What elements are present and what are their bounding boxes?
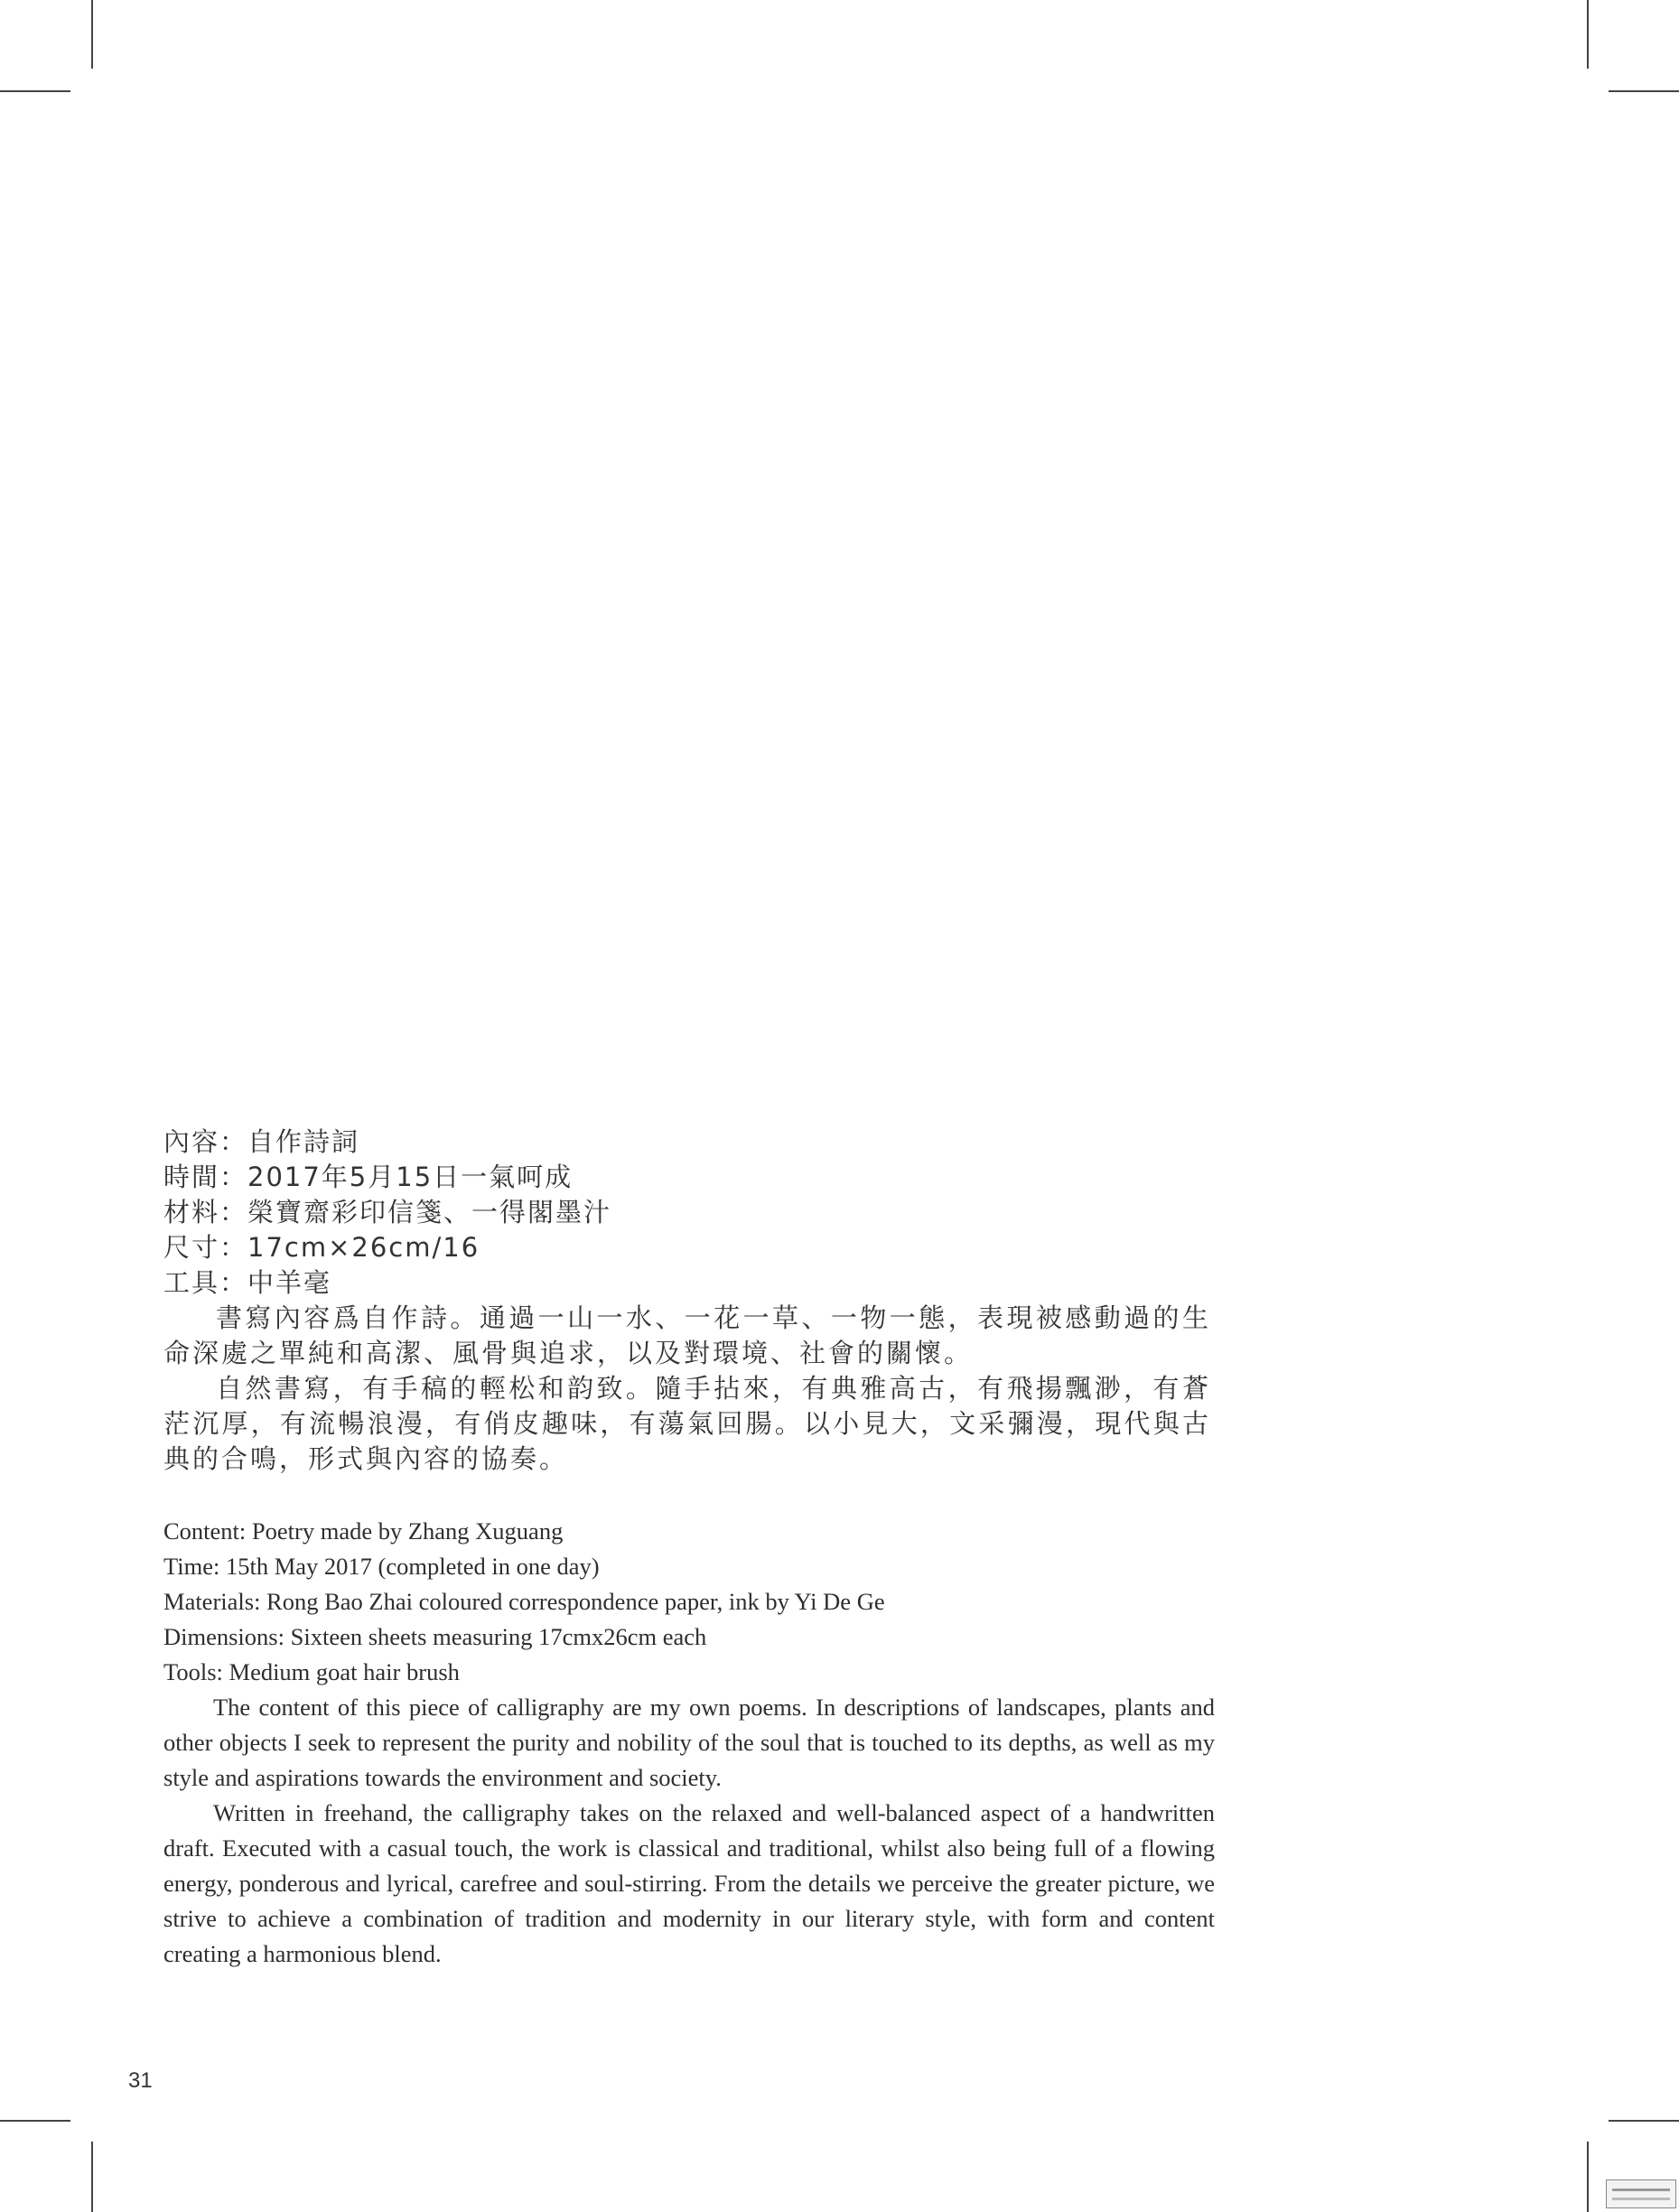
crop-mark-top-right-vertical xyxy=(1587,0,1589,69)
cn-meta-content: 內容：自作詩詞 xyxy=(163,1126,360,1157)
en-meta-content: Content: Poetry made by Zhang Xuguang xyxy=(163,1517,564,1545)
cn-paragraph-2: 自然書寫，有手稿的輕松和韵致。隨手拈來，有典雅高古，有飛揚飄渺，有蒼茫沉厚，有流暢浪漫，有俏皮趣味，有蕩氣回腸。以小見大，文采彌漫，現代與古典的合鳴，形式與內容的協奏。 xyxy=(163,1373,1211,1474)
crop-mark-bottom-left-vertical xyxy=(91,2142,93,2212)
en-paragraph-1: The content of this piece of calligraphy are my own poems. In descriptions of landscapes, plants and other objects I seek to represent the purity and nobility of the soul that is touched to its depths, as well as my style and aspirations towards the environment and society. xyxy=(163,1694,1215,1791)
crop-mark-bottom-right-vertical xyxy=(1587,2142,1589,2212)
crop-mark-top-right-horizontal xyxy=(1609,90,1679,92)
en-meta-time: Time: 15th May 2017 (completed in one day) xyxy=(163,1553,600,1580)
cn-paragraph-1: 書寫內容爲自作詩。通過一山一水、一花一草、一物一態，表現被感動過的生命深處之單純和高潔、風骨與追求，以及對環境、社會的關懷。 xyxy=(163,1302,1211,1368)
cn-meta-tools: 工具：中羊毫 xyxy=(163,1267,332,1298)
cn-meta-materials: 材料：榮寶齋彩印信箋、一得閣墨汁 xyxy=(163,1197,612,1227)
chinese-text-block xyxy=(163,1125,1211,1477)
en-paragraph-2: Written in freehand, the calligraphy takes on the relaxed and well-balanced aspect of a handwritten draft. Executed with a casual touch, the work is classical and traditional, whilst also being full of a flowing energy, ponderous and lyrical, carefree and soul-stirring. From the details we perceive the greater picture, we strive to achieve a combination of tradition and modernity in our literary style, with form and content creating a harmonious blend. xyxy=(163,1799,1215,1967)
page-number: 31 xyxy=(128,2068,153,2093)
crop-mark-top-left-vertical xyxy=(91,0,93,69)
en-meta-materials: Materials: Rong Bao Zhai coloured correspondence paper, ink by Yi De Ge xyxy=(163,1588,885,1615)
cn-meta-dimensions: 尺寸：17cm×26cm/16 xyxy=(163,1232,480,1263)
en-meta-dimensions: Dimensions: Sixteen sheets measuring 17cmx26cm each xyxy=(163,1623,707,1650)
english-text-block xyxy=(163,1514,1215,1972)
crop-mark-bottom-right-horizontal xyxy=(1609,2120,1679,2122)
en-meta-tools: Tools: Medium goat hair brush xyxy=(163,1658,460,1685)
crop-mark-top-left-horizontal xyxy=(0,90,70,92)
watermark-seal-logo xyxy=(1606,2179,1676,2208)
crop-mark-bottom-left-horizontal xyxy=(0,2120,70,2122)
cn-meta-time: 時間：2017年5月15日一氣呵成 xyxy=(163,1162,574,1192)
